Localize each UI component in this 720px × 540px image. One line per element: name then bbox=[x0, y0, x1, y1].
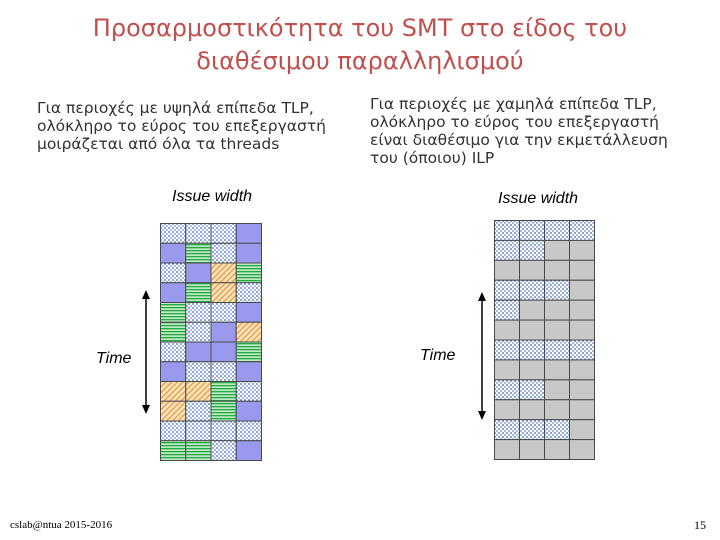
issue-slot-dots bbox=[236, 382, 261, 402]
issue-slot-dots bbox=[236, 283, 261, 303]
issue-slot-dots bbox=[186, 421, 211, 441]
issue-slot-green bbox=[211, 401, 236, 421]
left-issue-slot-grid bbox=[160, 223, 262, 461]
issue-slot-dots bbox=[545, 340, 570, 360]
issue-slot-dots bbox=[236, 421, 261, 441]
issue-slot-gray bbox=[570, 440, 595, 460]
left-issue-width-label: Issue width bbox=[172, 188, 253, 205]
issue-slot-gray bbox=[545, 380, 570, 400]
issue-slot-gray bbox=[570, 360, 595, 380]
left-caption-line: ολόκληρο το εύρος του επεξεργαστή bbox=[37, 117, 326, 135]
issue-slot-dots bbox=[211, 303, 236, 323]
issue-slot-gray bbox=[545, 440, 570, 460]
issue-slot-blue bbox=[161, 243, 186, 263]
issue-slot-blue bbox=[236, 362, 261, 382]
title-line-2: διαθέσιμου παραλληλισμού bbox=[196, 47, 524, 75]
issue-slot-gray bbox=[545, 260, 570, 280]
issue-slot-orange bbox=[236, 322, 261, 342]
issue-slot-blue bbox=[186, 263, 211, 283]
issue-slot-blue bbox=[161, 362, 186, 382]
issue-slot-gray bbox=[520, 400, 545, 420]
issue-slot-dots bbox=[495, 340, 520, 360]
issue-slot-blue bbox=[236, 243, 261, 263]
left-time-arrow bbox=[139, 290, 153, 414]
right-caption-line: του (όποιου) ILP bbox=[370, 149, 495, 167]
issue-slot-gray bbox=[520, 300, 545, 320]
slide-title bbox=[0, 12, 720, 78]
page-number: 15 bbox=[694, 518, 706, 532]
issue-slot-gray bbox=[545, 300, 570, 320]
issue-slot-green bbox=[186, 283, 211, 303]
issue-slot-dots bbox=[495, 221, 520, 241]
issue-slot-gray bbox=[495, 320, 520, 340]
issue-slot-gray bbox=[545, 320, 570, 340]
issue-slot-gray bbox=[570, 300, 595, 320]
issue-slot-blue bbox=[211, 322, 236, 342]
issue-slot-gray bbox=[570, 380, 595, 400]
issue-slot-dots bbox=[211, 362, 236, 382]
issue-slot-blue bbox=[236, 224, 261, 244]
issue-slot-dots bbox=[186, 362, 211, 382]
right-caption-line: είναι διαθέσιμο για την εκμετάλλευση bbox=[370, 131, 668, 149]
issue-slot-gray bbox=[570, 420, 595, 440]
left-caption bbox=[37, 99, 326, 153]
issue-slot-dots bbox=[520, 380, 545, 400]
issue-slot-orange bbox=[211, 263, 236, 283]
issue-slot-gray bbox=[545, 400, 570, 420]
issue-slot-gray bbox=[570, 260, 595, 280]
issue-slot-dots bbox=[570, 340, 595, 360]
issue-slot-green bbox=[186, 441, 211, 461]
issue-slot-gray bbox=[570, 240, 595, 260]
issue-slot-dots bbox=[520, 340, 545, 360]
right-time-arrow bbox=[475, 292, 489, 420]
issue-slot-dots bbox=[211, 224, 236, 244]
right-caption-line: ολόκληρο το εύρος του επεξεργαστή bbox=[370, 113, 659, 131]
issue-slot-gray bbox=[495, 400, 520, 420]
issue-slot-gray bbox=[520, 260, 545, 280]
issue-slot-green bbox=[186, 243, 211, 263]
issue-slot-dots bbox=[186, 401, 211, 421]
issue-slot-green bbox=[236, 342, 261, 362]
issue-slot-dots bbox=[186, 322, 211, 342]
issue-slot-dots bbox=[161, 421, 186, 441]
issue-slot-blue bbox=[236, 441, 261, 461]
issue-slot-dots bbox=[161, 263, 186, 283]
right-issue-slot-grid bbox=[494, 220, 595, 460]
issue-slot-gray bbox=[545, 360, 570, 380]
issue-slot-gray bbox=[570, 400, 595, 420]
issue-slot-dots bbox=[211, 421, 236, 441]
issue-slot-dots bbox=[495, 240, 520, 260]
right-time-label: Time bbox=[420, 347, 456, 364]
issue-slot-green bbox=[161, 441, 186, 461]
issue-slot-dots bbox=[211, 243, 236, 263]
issue-slot-gray bbox=[520, 320, 545, 340]
issue-slot-green bbox=[236, 263, 261, 283]
issue-slot-blue bbox=[236, 401, 261, 421]
issue-slot-dots bbox=[545, 280, 570, 300]
title-line-1: Προσαρμοστικότητα του SMT στο είδος του bbox=[92, 14, 628, 42]
issue-slot-orange bbox=[211, 283, 236, 303]
issue-slot-dots bbox=[545, 221, 570, 241]
issue-slot-dots bbox=[495, 300, 520, 320]
issue-slot-green bbox=[161, 322, 186, 342]
issue-slot-green bbox=[211, 382, 236, 402]
issue-slot-dots bbox=[520, 221, 545, 241]
right-caption bbox=[370, 95, 668, 167]
issue-slot-gray bbox=[495, 360, 520, 380]
issue-slot-green bbox=[161, 303, 186, 323]
issue-slot-dots bbox=[495, 420, 520, 440]
issue-slot-dots bbox=[495, 380, 520, 400]
issue-slot-dots bbox=[161, 224, 186, 244]
issue-slot-orange bbox=[161, 382, 186, 402]
issue-slot-gray bbox=[495, 260, 520, 280]
issue-slot-dots bbox=[211, 441, 236, 461]
issue-slot-blue bbox=[161, 283, 186, 303]
issue-slot-dots bbox=[186, 303, 211, 323]
issue-slot-dots bbox=[520, 240, 545, 260]
right-caption-line: Για περιοχές με χαμηλά επίπεδα TLP, bbox=[370, 95, 657, 113]
issue-slot-dots bbox=[570, 221, 595, 241]
right-issue-width-label: Issue width bbox=[498, 190, 579, 207]
issue-slot-dots bbox=[161, 342, 186, 362]
issue-slot-gray bbox=[570, 280, 595, 300]
issue-slot-orange bbox=[161, 401, 186, 421]
issue-slot-gray bbox=[545, 240, 570, 260]
issue-slot-dots bbox=[520, 420, 545, 440]
issue-slot-gray bbox=[520, 440, 545, 460]
issue-slot-blue bbox=[211, 342, 236, 362]
issue-slot-blue bbox=[236, 303, 261, 323]
issue-slot-dots bbox=[545, 420, 570, 440]
issue-slot-orange bbox=[186, 382, 211, 402]
issue-slot-dots bbox=[520, 280, 545, 300]
left-caption-line: Για περιοχές με υψηλά επίπεδα TLP, bbox=[37, 99, 314, 117]
footer-text: cslab@ntua 2015-2016 bbox=[10, 519, 113, 531]
left-caption-line: μοιράζεται από όλα τα threads bbox=[37, 135, 280, 153]
issue-slot-gray bbox=[495, 440, 520, 460]
issue-slot-blue bbox=[186, 342, 211, 362]
left-time-label: Time bbox=[96, 350, 132, 367]
issue-slot-dots bbox=[495, 280, 520, 300]
issue-slot-dots bbox=[186, 224, 211, 244]
issue-slot-gray bbox=[570, 320, 595, 340]
issue-slot-gray bbox=[520, 360, 545, 380]
